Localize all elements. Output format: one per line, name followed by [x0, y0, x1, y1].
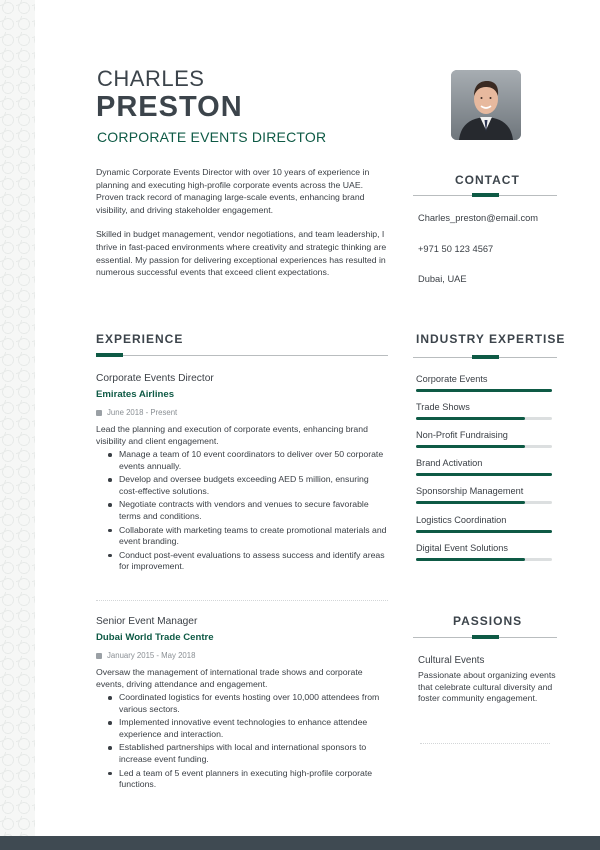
- passion-separator: [420, 743, 550, 744]
- contact-heading: CONTACT: [455, 173, 520, 187]
- job-dates-text: January 2015 - May 2018: [107, 651, 196, 660]
- skill-name: Brand Activation: [416, 458, 483, 468]
- job-bullets: [106, 449, 388, 575]
- skill-item: [416, 515, 552, 533]
- job-separator: [96, 600, 388, 601]
- skill-item: [416, 486, 552, 504]
- contact-divider-accent: [472, 193, 499, 197]
- expertise-divider-accent: [472, 355, 499, 359]
- job-bullet: Manage a team of 10 event coordinators to deliver over 50 corporate events annually.: [106, 449, 388, 472]
- calendar-icon: [96, 410, 102, 416]
- skill-name: Corporate Events: [416, 374, 488, 384]
- skill-bar-fill: [416, 417, 525, 420]
- contact-phone[interactable]: +971 50 123 4567: [418, 244, 494, 254]
- job-bullet: Coordinated logistics for events hosting over 10,000 attendees from various sectors.: [106, 692, 388, 715]
- skill-bar: [416, 417, 552, 420]
- job-bullet: Implemented innovative event technologies to enhance attendee experience and interaction.: [106, 717, 388, 740]
- skill-bar: [416, 389, 552, 392]
- skill-item: [416, 430, 552, 448]
- skill-name: Logistics Coordination: [416, 515, 507, 525]
- passion-title: Cultural Events: [418, 655, 485, 666]
- skill-item: [416, 402, 552, 420]
- skill-bar: [416, 501, 552, 504]
- skill-name: Digital Event Solutions: [416, 543, 508, 553]
- last-name: PRESTON: [96, 91, 243, 123]
- passions-divider-accent: [472, 635, 499, 639]
- profile-summary: [96, 166, 388, 291]
- skill-bar-fill: [416, 530, 552, 533]
- experience-divider-accent: [96, 353, 123, 357]
- skill-bar-fill: [416, 558, 525, 561]
- skill-bar: [416, 473, 552, 476]
- passions-heading: PASSIONS: [453, 614, 523, 628]
- skill-item: [416, 543, 552, 561]
- expertise-heading: INDUSTRY EXPERTISE: [416, 332, 566, 346]
- profile-photo: [451, 70, 521, 140]
- first-name: CHARLES: [97, 66, 205, 91]
- job-company: Dubai World Trade Centre: [96, 632, 214, 643]
- skill-bar-fill: [416, 445, 525, 448]
- skill-bar-fill: [416, 389, 552, 392]
- job-company: Emirates Airlines: [96, 389, 175, 400]
- summary-paragraph: Dynamic Corporate Events Director with over 10 years of experience in planning and executing high-profile corporate events across the UAE. Proven track record of managing large-scale events, enhancing brand visibility, and driving stakeholder engagement.: [96, 167, 370, 215]
- job-description: Oversaw the management of international trade shows and corporate events, driving attendance and engagement.: [96, 667, 363, 689]
- calendar-icon: [96, 653, 102, 659]
- skill-bar: [416, 445, 552, 448]
- skill-item: [416, 374, 552, 392]
- job-dates-text: June 2018 - Present: [107, 408, 178, 417]
- skill-name: Sponsorship Management: [416, 486, 524, 496]
- contact-email[interactable]: Charles_preston@email.com: [418, 213, 539, 223]
- skill-bar-fill: [416, 501, 525, 504]
- portrait-image: [451, 70, 521, 140]
- job-bullet: Established partnerships with local and international sponsors to increase event funding.: [106, 742, 388, 765]
- footer-bar: [0, 836, 600, 850]
- job-description: Lead the planning and execution of corporate events, enhancing brand visibility and client engagement.: [96, 424, 368, 446]
- experience-heading: EXPERIENCE: [96, 332, 184, 346]
- job-bullet: Collaborate with marketing teams to create promotional materials and event branding.: [106, 525, 388, 548]
- passion-description: Passionate about organizing events that celebrate cultural diversity and foster community engagement.: [418, 670, 556, 703]
- job-role: Senior Event Manager: [96, 616, 198, 627]
- job-bullet: Conduct post-event evaluations to assess success and identify areas for improvement.: [106, 550, 388, 573]
- experience-divider: [96, 355, 388, 356]
- skill-name: Non-Profit Fundraising: [416, 430, 508, 440]
- skill-bar: [416, 530, 552, 533]
- skill-bar: [416, 558, 552, 561]
- contact-location: Dubai, UAE: [418, 274, 467, 284]
- job-role: Corporate Events Director: [96, 373, 214, 384]
- job-dates: [96, 408, 177, 417]
- job-dates: [96, 651, 195, 660]
- job-bullet: Negotiate contracts with vendors and venues to secure favorable terms and conditions.: [106, 499, 388, 522]
- skill-name: Trade Shows: [416, 402, 470, 412]
- job-title: CORPORATE EVENTS DIRECTOR: [97, 129, 327, 145]
- job-bullets: [106, 692, 388, 793]
- job-bullet: Develop and oversee budgets exceeding AED 5 million, ensuring cost-effective solutions.: [106, 474, 388, 497]
- skill-item: [416, 458, 552, 476]
- job-bullet: Led a team of 5 event planners in executing high-profile corporate functions.: [106, 768, 388, 791]
- decorative-side-pattern: [0, 0, 35, 850]
- summary-paragraph: Skilled in budget management, vendor negotiations, and team leadership, I thrive in fast-paced environments where creativity and strategic thinking are essential. My passion for delivering exceptional experiences has resulted in numerous successful events that exceed client expectations.: [96, 229, 387, 278]
- skill-bar-fill: [416, 473, 552, 476]
